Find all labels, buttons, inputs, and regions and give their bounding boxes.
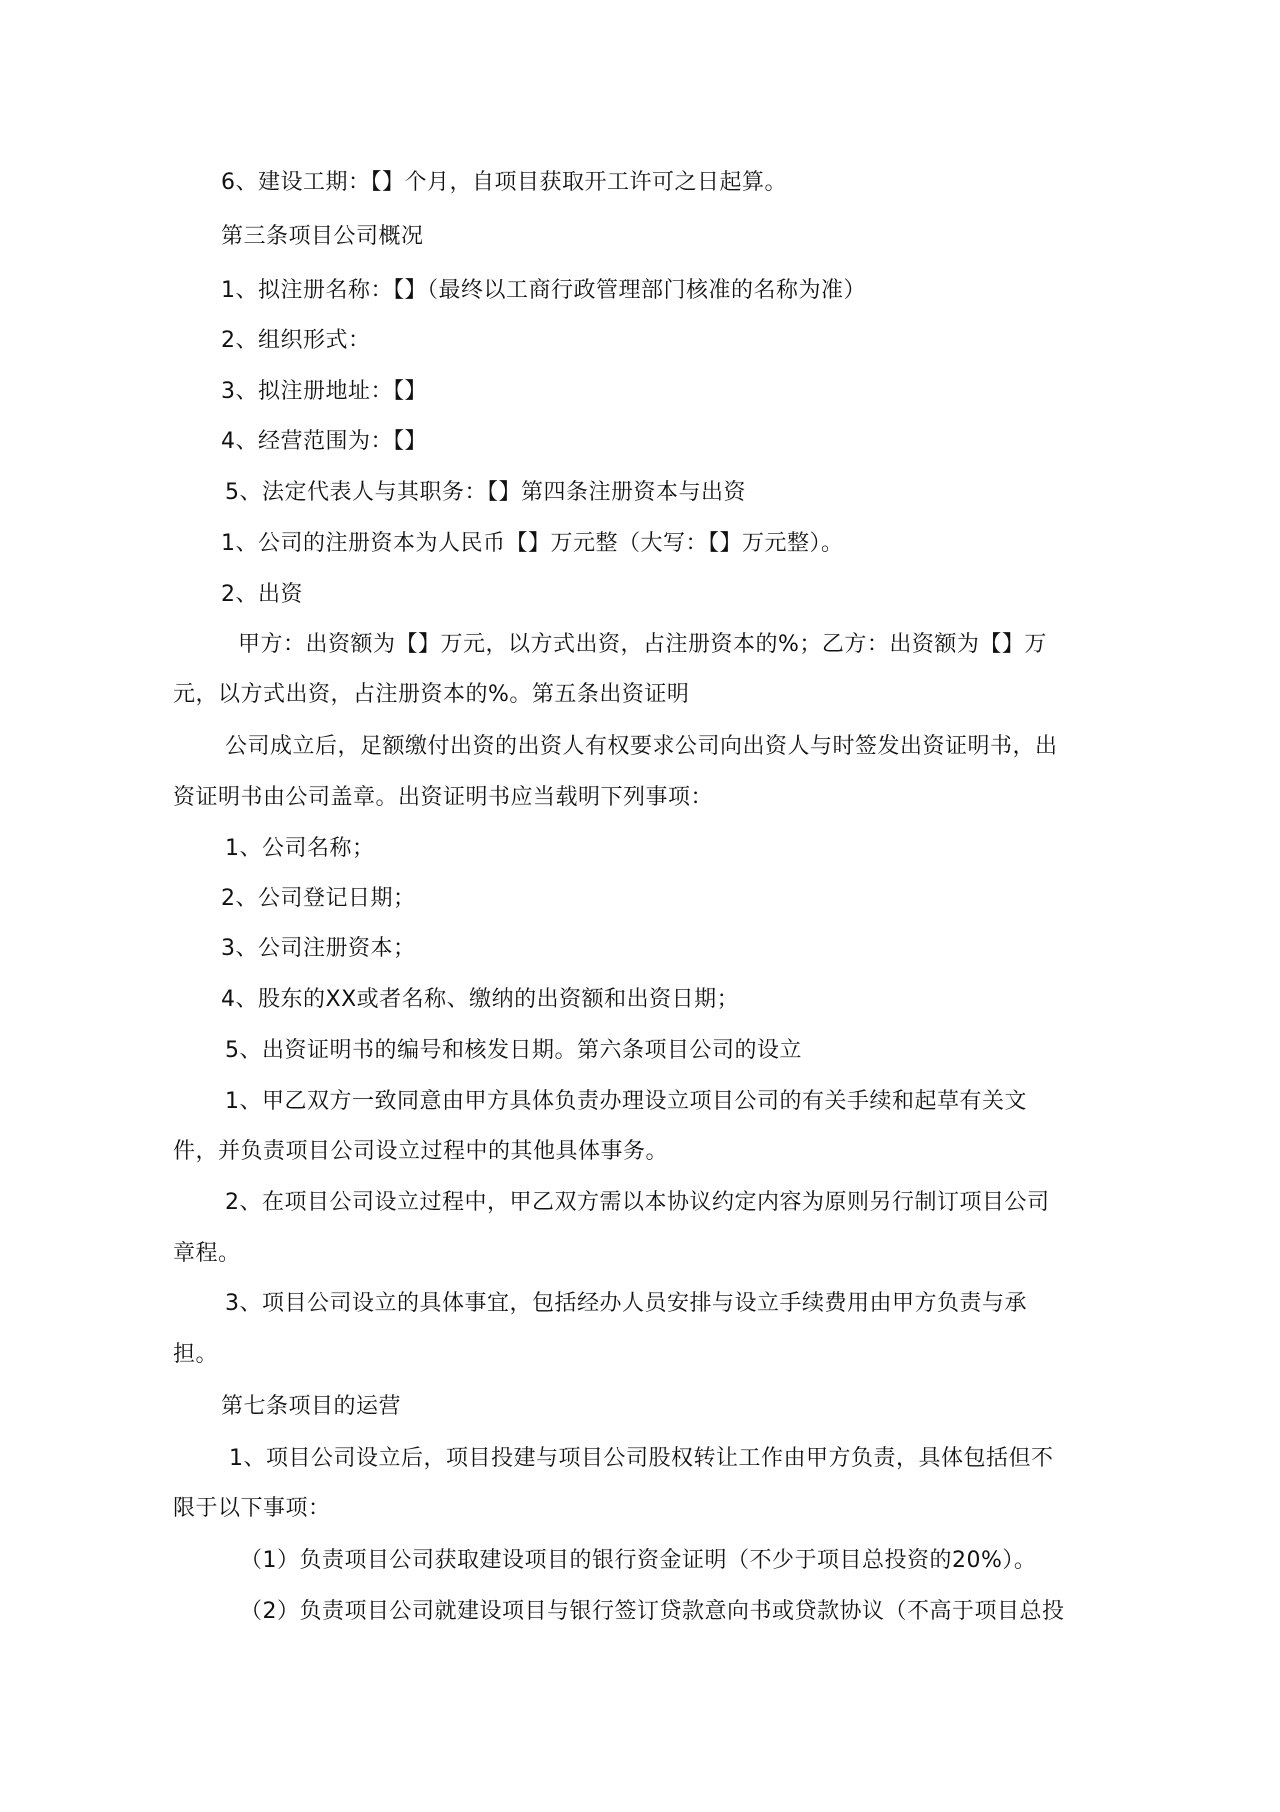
text-line: 件，并负责项目公司设立过程中的其他具体事务。 — [173, 1139, 669, 1164]
text-line: 3、拟注册地址：【】 — [221, 379, 427, 404]
list-item: 2、公司登记日期； — [221, 886, 416, 911]
list-item: 1、公司名称； — [225, 836, 375, 861]
text-line: （1）负责项目公司获取建设项目的银行资金证明（不少于项目总投资的20%）。 — [240, 1548, 1037, 1573]
section-heading: 第三条项目公司概况 — [221, 224, 424, 249]
text-line: 担。 — [173, 1342, 219, 1367]
text-line: 5、法定代表人与其职务：【】第四条注册资本与出资 — [225, 480, 746, 505]
text-line: 1、项目公司设立后，项目投建与项目公司股权转让工作由甲方负责，具体包括但不 — [229, 1446, 1054, 1471]
text-line: 元，以方式出资，占注册资本的%。第五条出资证明 — [173, 682, 690, 707]
text-line: 1、甲乙双方一致同意由甲方具体负责办理设立项目公司的有关手续和起草有关文 — [225, 1089, 1027, 1114]
text-line: 章程。 — [173, 1241, 241, 1266]
text-line: 1、拟注册名称：【】（最终以工商行政管理部门核准的名称为准） — [221, 278, 866, 303]
text-line: 资证明书由公司盖章。出资证明书应当载明下列事项： — [173, 785, 714, 810]
text-line: 甲方：出资额为【】万元，以方式出资，占注册资本的%；乙方：出资额为【】万 — [238, 632, 1047, 657]
text-line: 2、在项目公司设立过程中，甲乙双方需以本协议约定内容为原则另行制订项目公司 — [225, 1190, 1050, 1215]
text-line: 限于以下事项： — [173, 1496, 331, 1521]
text-line: 2、组织形式： — [221, 328, 371, 353]
list-item: 3、公司注册资本； — [221, 936, 416, 961]
text-line: 3、项目公司设立的具体事宜，包括经办人员安排与设立手续费用由甲方负责与承 — [225, 1291, 1027, 1316]
text-line: （2）负责项目公司就建设项目与银行签订贷款意向书或贷款协议（不高于项目总投 — [240, 1599, 1065, 1624]
text-line: 2、出资 — [221, 582, 303, 607]
section-heading: 第七条项目的运营 — [221, 1394, 402, 1419]
text-line: 5、出资证明书的编号和核发日期。第六条项目公司的设立 — [225, 1038, 802, 1063]
text-line: 1、公司的注册资本为人民币【】万元整（大写：【】万元整）。 — [221, 531, 844, 556]
text-line: 公司成立后，足额缴付出资的出资人有权要求公司向出资人与时签发出资证明书，出 — [225, 734, 1058, 759]
text-line: 6、建设工期：【】个月，自项目获取开工许可之日起算。 — [221, 170, 787, 195]
text-line: 4、经营范围为：【】 — [221, 429, 427, 454]
list-item: 4、股东的XX或者名称、缴纳的出资额和出资日期； — [221, 987, 740, 1012]
